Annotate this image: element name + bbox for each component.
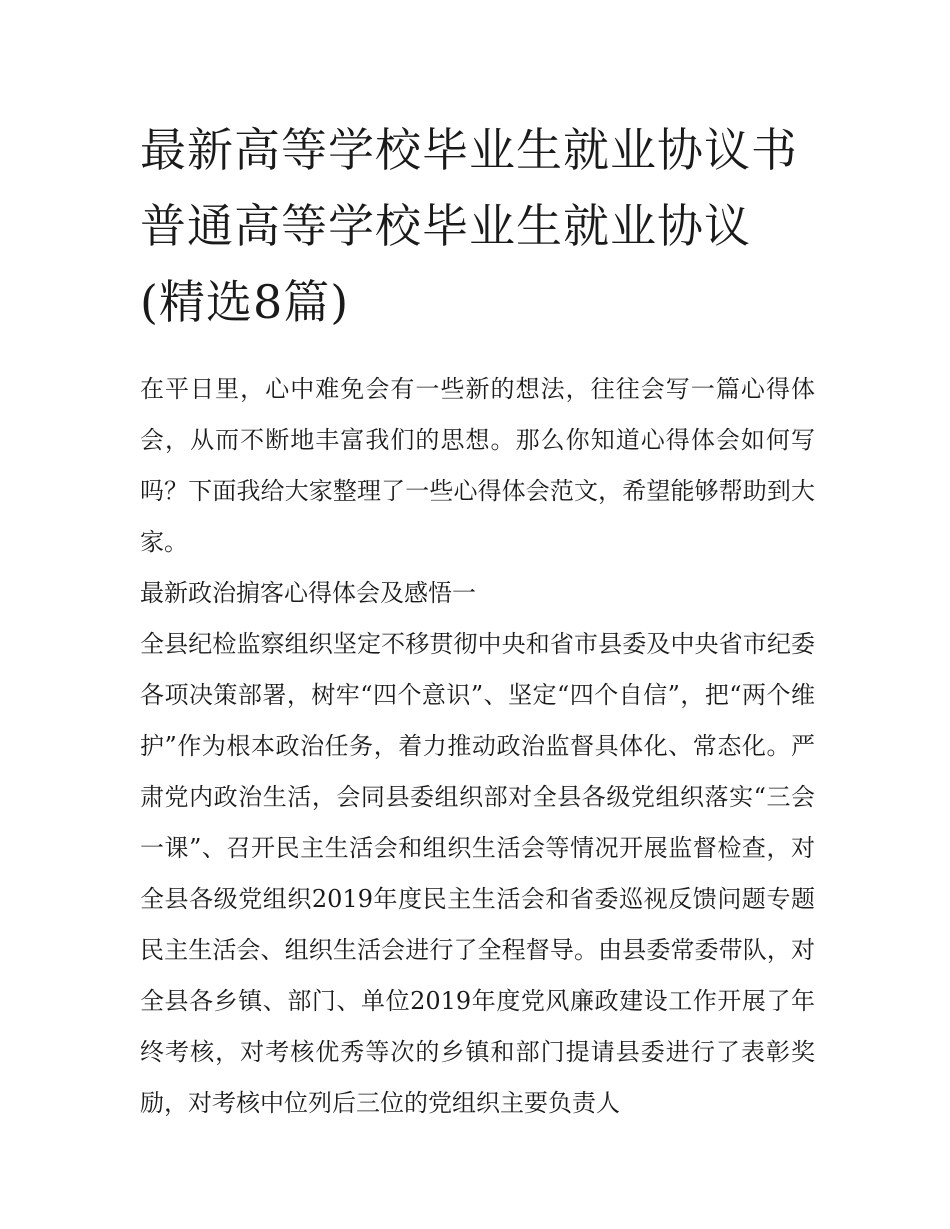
- document-page: [140, 112, 815, 1129]
- body-paragraph: 全县纪检监察组织坚定不移贯彻中央和省市县委及中央省市纪委各项决策部署，树牢“四个意识”、坚定“四个自信”，把“两个维护”作为根本政治任务，着力推动政治监督具体化、常态化。严肃党内政治生活，会同县委组织部对全县各级党组织落实“三会一课”、召开民主生活会和组织生活会等情况开展监督检查，对全县各级党组织2019年度民主生活会和省委巡视反馈问题专题民主生活会、组织生活会进行了全程督导。由县委常委带队，对全县各乡镇、部门、单位2019年度党风廉政建设工作开展了年终考核，对考核优秀等次的乡镇和部门提请县委进行了表彰奖励，对考核中位列后三位的党组织主要负责人: [140, 630, 815, 1117]
- document-title: 最新高等学校毕业生就业协议书 普通高等学校毕业生就业协议(精选8篇): [140, 123, 798, 329]
- intro-paragraph: 在平日里，心中难免会有一些新的想法，往往会写一篇心得体会，从而不断地丰富我们的思想。那么你知道心得体会如何写吗？下面我给大家整理了一些心得体会范文，希望能够帮助到大家。: [140, 375, 815, 556]
- section-heading: 最新政治掮客心得体会及感悟一: [140, 579, 476, 607]
